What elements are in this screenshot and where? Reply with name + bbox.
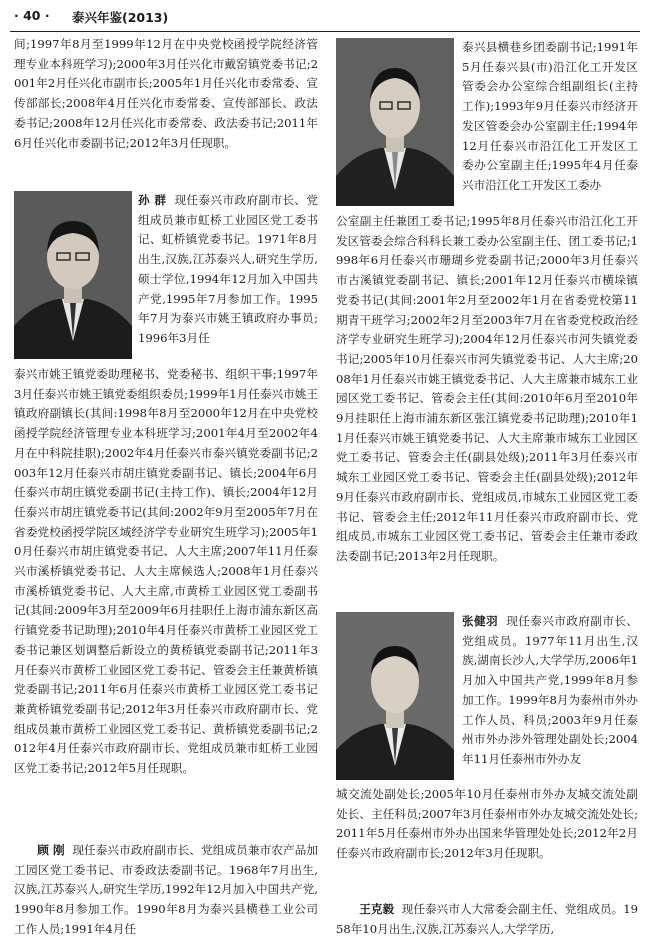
gu-gang-bio-continued: 泰兴县横巷乡团委副书记;1991年5月任泰兴县(市)沿江化工开发区管委会办公室综合组副组长(主持工作);1993年9月任泰兴市经济开发区管委会办公室副主任;1994年12月任泰兴市沿江化工开发区工委办公室副主任;1995年4月任泰兴市沿江化工开发区工委办: [462, 40, 638, 192]
portrait-zhang-jianyu: [336, 612, 454, 780]
zhang-jianyu-bio-end: 城交流处副处长;2005年10月任泰州市外办友城交流处副处长、主任科员;2007年3月任泰州市外办友城交流处处长;2011年5月任泰州市外办出国来华管理处处长;2012年2月任泰兴市政府副市长;2012年3月任现职。: [336, 787, 638, 861]
portrait-figure-icon: [336, 612, 454, 780]
sun-qun-bio-continued: 泰兴市姚王镇党委助理秘书、党委秘书、组织干事;1997年3月任泰兴市姚王镇党委组织委员;1999年1月任泰兴市姚王镇政府副镇长(其间:1998年8月至2000年12月在中央党校函授学院经济管理专业本科班学习;2001年4月至2002年4月在中科院挂职);2002年4月任泰兴市泰兴镇党委副书记;2003年12月任泰兴市胡庄镇党委副书记、镇长;2004年6月任泰兴市胡庄镇党委副书记(主持工作)、镇长;2004年12月任泰兴市胡庄镇党委书记(其间:2002年9月至2005年7月在省委党校函授学院区域经济学专业研究生班学习);2005年10月任泰兴市胡庄镇党委书记、人大主席;2007年11月任泰兴市溪桥镇党委书记、人大主席候选人;2008年1月任泰兴市溪桥镇党委书记、人大主席,市黄桥工业园区党工委副书记(其间:2009年3月至2009年6月挂职任上海市浦东新区高行镇党委书记助理);2010年4月任泰兴市黄桥工业园区党工委书记兼区划调整后新设立的黄桥镇党委副书记;2011年3月任泰兴市黄桥工业园区党工委书记、管委会主任兼黄桥镇党委副书记;2011年6月任泰兴市黄桥工业园区党工委书记兼黄桥镇党委副书记;2012年3月任泰兴市政府副市长、党组成员兼市黄桥工业园区党工委书记、黄桥镇党委副书记;2012年4月任泰兴市政府副市长、党组成员兼市虹桥工业园区党工委书记;2012年5月任现职。: [14, 367, 318, 776]
gu-gang-section: [14, 841, 318, 940]
page-number: · 40 ·: [14, 8, 50, 23]
sun-qun-below-text: [14, 365, 318, 779]
running-header: [10, 6, 640, 28]
book-title: 泰兴年鉴(2013): [72, 10, 169, 25]
person-name-zhang-jianyu: 张健羽: [462, 614, 499, 628]
zhang-jianyu-beside-text: [462, 612, 638, 770]
zhang-jianyu-bio-start: 现任泰兴市政府副市长、党组成员。1977年11月出生,汉族,湖南长沙人,大学学历,2006年1月加入中国共产党,1999年8月参加工作。1999年8月为泰州市外办工作人员、科员;2003年9月任泰州市外办涉外管理处副处长;2004年11月任泰州市外办友: [462, 614, 639, 766]
gu-gang-beside-text: [462, 38, 638, 196]
portrait-sun-qun: [14, 191, 132, 359]
sun-qun-beside-text: [138, 191, 318, 349]
header-rule: [10, 31, 640, 32]
profile-continuation-text: 间;1997年8月至1999年12月在中央党校函授学院经济管理专业本科班学习);2000年3月任兴化市戴窑镇党委书记;2001年2月任兴化市副市长;2005年1月任兴化市委常委、宣传部部长;2008年4月任兴化市委常委、宣传部部长、政法委书记;2008年12月任兴化市委常委、政法委书记;2011年6月任兴化市委副书记;2012年3月任现职。: [14, 37, 318, 150]
zhang-jianyu-below-text: [336, 785, 638, 864]
wang-keyi-section: [336, 900, 638, 939]
portrait-gu-gang: [336, 38, 454, 206]
portrait-figure-icon: [336, 38, 454, 206]
person-name-gu-gang: 顾 刚: [37, 843, 65, 857]
sun-qun-bio-start: 现任泰兴市政府副市长、党组成员兼市虹桥工业园区党工委书记、虹桥镇党委书记。1971年8月出生,汉族,江苏泰兴人,研究生学历,硕士学位,1994年12月加入中国共产党,1995年7月参加工作。1995年7月为泰兴市姚王镇政府办事员;1996年3月任: [138, 193, 318, 345]
person-name-sun-qun: 孙 群: [138, 193, 167, 207]
person-name-wang-keyi: 王克毅: [359, 902, 395, 916]
gu-gang-below-text: [336, 212, 638, 567]
left-intro-paragraph: [14, 35, 318, 153]
gu-gang-bio-end: 公室副主任兼团工委书记;1995年8月任泰兴市沿江化工开发区管委会综合科科长兼工委办公室副主任、团工委书记;1998年6月任泰兴市珊瑚乡党委副书记;2000年3月任泰兴市古溪镇党委副书记、镇长;2001年12月任泰兴市横垛镇党委书记(其间:2001年2月至2002年1月在省委党校第11期青干班学习;2002年2月至2003年7月在省委党校政治经济学专业研究生班学习);2004年12月任泰兴市河失镇党委书记;2005年10月任泰兴市河失镇党委书记、人大主席;2008年1月任泰兴市姚王镇党委书记、人大主席兼市城东工业园区党工委书记、管委会主任(其间:2010年6月至2010年9月挂职任上海市浦东新区张江镇党委书记助理);2010年11月任泰兴市姚王镇党委书记、人大主席兼市城东工业园区党工委书记、管委会主任(副县处级);2011年3月任泰兴市城东工业园区党工委书记、管委会主任(副县处级);2012年9月任泰兴市政府副市长、党组成员,市城东工业园区党工委书记、管委会主任;2012年11月任泰兴市政府副市长、党组成员,市城东工业园区党工委书记、管委会主任兼市委政法委副书记;2013年2月任现职。: [336, 214, 638, 563]
portrait-figure-icon: [14, 191, 132, 359]
wang-keyi-bio-start: 现任泰兴市人大常委会副主任、党组成员。1958年10月出生,汉族,江苏泰兴人,大学学历,: [336, 902, 638, 936]
gu-gang-bio-start: 现任泰兴市政府副市长、党组成员兼市农产品加工园区党工委书记、市委政法委副书记。1968年7月出生,汉族,江苏泰兴人,研究生学历,1992年12月加入中国共产党,1990年8月参加工作。1990年8月为泰兴县横巷工业公司工作人员;1991年4月任: [14, 843, 318, 936]
